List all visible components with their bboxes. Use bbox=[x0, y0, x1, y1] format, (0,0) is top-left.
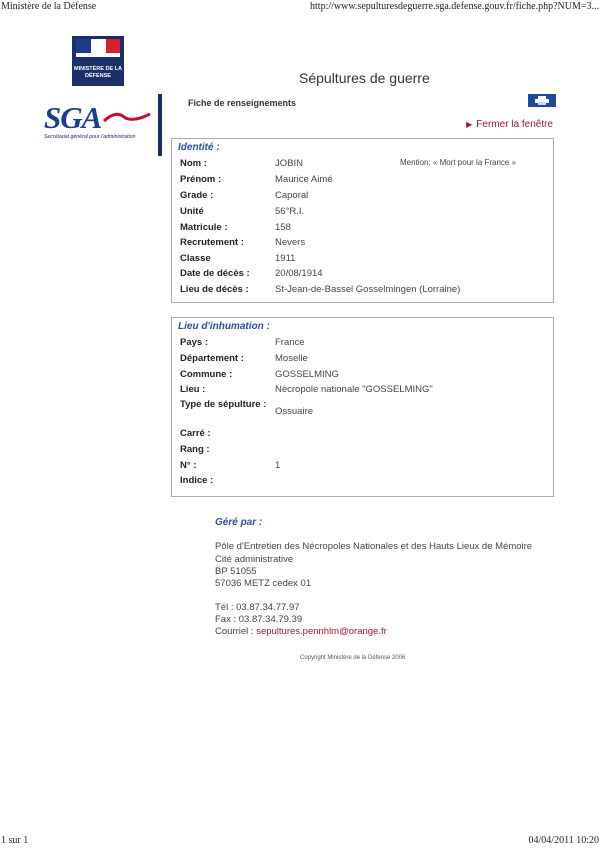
gere-par-fax: Fax : 03.87.34.79.39 bbox=[215, 614, 303, 625]
field-value: France bbox=[275, 337, 305, 348]
field-value: GOSSELMING bbox=[275, 369, 339, 380]
printer-icon bbox=[534, 96, 550, 105]
field-value: 1911 bbox=[275, 253, 296, 264]
field-label: Carré : bbox=[180, 428, 211, 439]
field-label: Type de sépulture : bbox=[180, 399, 267, 410]
identite-panel bbox=[171, 138, 554, 303]
gere-par-courriel bbox=[215, 626, 387, 637]
close-window-label: Fermer la fenêtre bbox=[476, 119, 553, 130]
gere-par-address-line: 57036 METZ cedex 01 bbox=[215, 578, 312, 589]
courriel-label: Courriel : bbox=[215, 626, 254, 637]
field-label: Lieu : bbox=[180, 384, 206, 395]
field-value: 158 bbox=[275, 222, 291, 233]
sga-logo-bar bbox=[158, 94, 162, 156]
field-label: Classe bbox=[180, 253, 211, 264]
field-label: Unité bbox=[180, 206, 204, 217]
sga-logo-subtitle: Secrétariat général pour l'administration bbox=[44, 134, 136, 140]
ministere-logo-text: MINISTÈRE DE LA DÉFENSE bbox=[74, 66, 122, 79]
print-button[interactable] bbox=[528, 94, 556, 107]
print-footer-date: 04/04/2011 10:20 bbox=[528, 835, 599, 846]
print-header-url: http://www.sepulturesdeguerre.sga.defense.gouv.fr/fiche.php?NUM=3... bbox=[310, 1, 599, 12]
field-value: 20/08/1914 bbox=[275, 268, 323, 279]
sga-swoosh-icon bbox=[102, 108, 152, 124]
field-label: Prénom : bbox=[180, 174, 222, 185]
field-label: Matricule : bbox=[180, 222, 228, 233]
fiche-title: Fiche de renseignements bbox=[188, 98, 297, 108]
field-value: Caporal bbox=[275, 190, 309, 201]
site-title: Sépultures de guerre bbox=[299, 70, 430, 86]
field-label: Indice : bbox=[180, 475, 214, 486]
field-value: 1 bbox=[275, 460, 281, 471]
field-value: JOBIN bbox=[275, 158, 303, 169]
copyright: Copyright Ministère de la Défense 2006 bbox=[300, 655, 406, 661]
gere-par-tel: Tél : 03.87.34.77.97 bbox=[215, 602, 300, 613]
gere-par-address-line: BP 51055 bbox=[215, 566, 257, 577]
gere-par-org: Pôle d'Entretien des Nécropoles Nationales et des Hauts Lieux de Mémoire bbox=[215, 541, 533, 552]
sga-logo-letters: SGA bbox=[44, 100, 102, 135]
field-label: Pays : bbox=[180, 337, 208, 348]
sga-logo bbox=[36, 94, 162, 156]
gere-par-address-line: Cité administrative bbox=[215, 554, 294, 565]
inhumation-title: Lieu d'inhumation : bbox=[178, 321, 270, 332]
field-value: St-Jean-de-Bassel Gosselmingen (Lorraine) bbox=[275, 284, 461, 295]
mention-text: Mention: « Mort pour la France » bbox=[400, 158, 517, 167]
arrow-right-icon: ▶ bbox=[466, 120, 473, 129]
field-value: Moselle bbox=[275, 353, 308, 364]
field-value: Ossuaire bbox=[275, 406, 314, 417]
close-window-link[interactable] bbox=[466, 119, 553, 130]
field-label: Nom : bbox=[180, 158, 207, 169]
field-label: Rang : bbox=[180, 444, 210, 455]
field-value: 56°R.I. bbox=[275, 206, 305, 217]
print-footer-page: 1 sur 1 bbox=[1, 835, 29, 846]
ministere-logo bbox=[72, 36, 124, 86]
field-value: Maurice Aimé bbox=[275, 174, 333, 185]
field-value: Nécropole nationale "GOSSELMING" bbox=[275, 384, 433, 395]
identite-title: Identité : bbox=[178, 142, 220, 153]
field-label: Date de décès : bbox=[180, 268, 250, 279]
tricolor-flag-icon bbox=[76, 39, 120, 57]
email-link[interactable]: sepultures.pennhlm@orange.fr bbox=[256, 626, 387, 637]
field-label: N° : bbox=[180, 460, 197, 471]
inhumation-panel bbox=[171, 317, 554, 497]
gere-par-title: Géré par : bbox=[215, 517, 263, 528]
field-value: Nevers bbox=[275, 237, 306, 248]
print-header-title: Ministère de la Défense bbox=[1, 1, 97, 12]
field-label: Commune : bbox=[180, 369, 233, 380]
field-label: Département : bbox=[180, 353, 244, 364]
field-label: Lieu de décès : bbox=[180, 284, 249, 295]
field-label: Recrutement : bbox=[180, 237, 244, 248]
field-label: Grade : bbox=[180, 190, 214, 201]
